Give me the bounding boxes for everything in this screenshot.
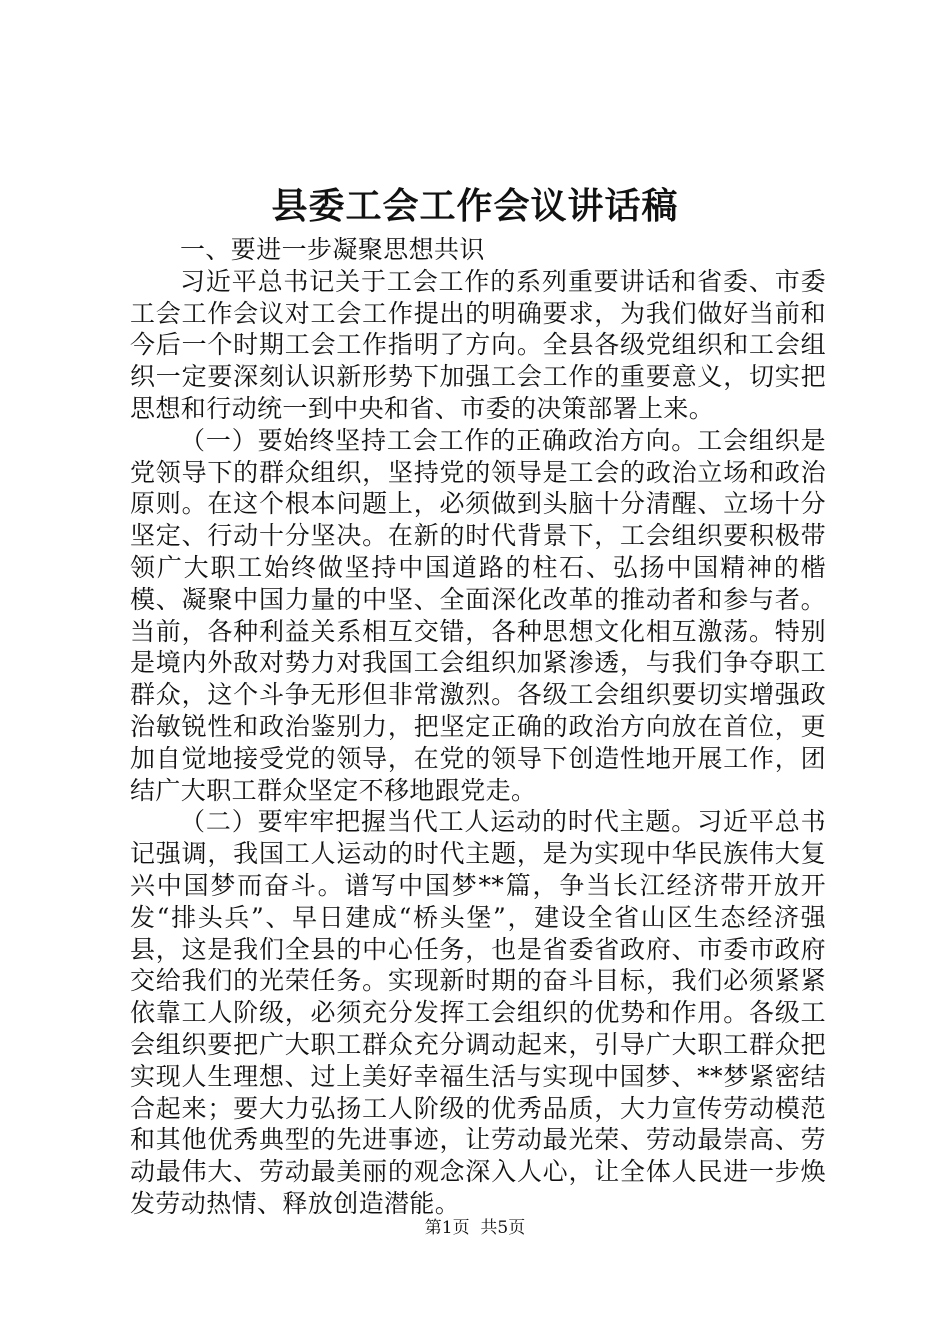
paragraph-era-theme: （二）要牢牢把握当代工人运动的时代主题。习近平总书记强调，我国工人运动的时代主题，是为实现中华民族伟大复兴中国梦而奋斗。谱写中国梦**篇，争当长江经济带开放开发“排头兵”、早日建成“桥头堡”，建设全省山区生态经济强县，这是我们全县的中心任务，也是省委省政府、市委市政府交给我们的光荣任务。实现新时期的奋斗目标，我们必须紧紧依靠工人阶级，必须充分发挥工会组织的优势和作用。各级工会组织要把广大职工群众充分调动起来，引导广大职工群众把实现人生理想、过上美好幸福生活与实现中国梦、**梦紧密结合起来；要大力弘扬工人阶级的优秀品质，大力宣传劳动模范和其他优秀典型的先进事迹，让劳动最光荣、劳动最崇高、劳动最伟大、劳动最美丽的观念深入人心，让全体人民进一步焕发劳动热情、释放创造潜能。 xyxy=(130,807,826,1218)
document-body xyxy=(130,234,826,1220)
document-title: 县委工会工作会议讲话稿 xyxy=(271,185,679,227)
section-heading: 一、要进一步凝聚思想共识 xyxy=(180,235,485,264)
paragraph-intro: 习近平总书记关于工会工作的系列重要讲话和省委、市委工会工作会议对工会工作提出的明确要求，为我们做好当前和今后一个时期工会工作指明了方向。全县各级党组织和工会组织一定要深刻认识新形势下加强工会工作的重要意义，切实把思想和行动统一到中央和省、市委的决策部署上来。 xyxy=(130,266,826,423)
paragraph-political-direction: （一）要始终坚持工会工作的正确政治方向。工会组织是党领导下的群众组织，坚持党的领导是工会的政治立场和政治原则。在这个根本问题上，必须做到头脑十分清醒、立场十分坚定、行动十分坚决。在新的时代背景下，工会组织要积极带领广大职工始终做坚持中国道路的柱石、弘扬中国精神的楷模、凝聚中国力量的中坚、全面深化改革的推动者和参与者。当前，各种利益关系相互交错，各种思想文化相互激荡。特别是境内外敌对势力对我国工会组织加紧渗透，与我们争夺职工群众，这个斗争无形但非常激烈。各级工会组织要切实增强政治敏锐性和政治鉴别力，把坚定正确的政治方向放在首位，更加自觉地接受党的领导，在党的领导下创造性地开展工作，团结广大职工群众坚定不移地跟党走。 xyxy=(130,425,826,805)
page-total: 共5页 xyxy=(480,1218,526,1238)
page-footer xyxy=(0,1216,950,1240)
page-number: 第1页 xyxy=(424,1218,470,1238)
